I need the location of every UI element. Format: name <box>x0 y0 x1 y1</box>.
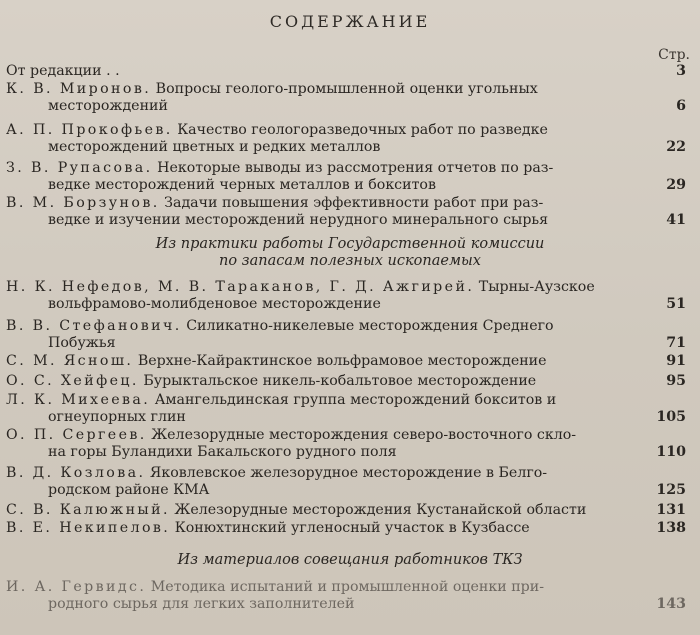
page-number: 3 <box>676 63 686 79</box>
page-number: 71 <box>666 335 686 351</box>
section-heading-line: по запасам полезных ископаемых <box>219 253 481 269</box>
entry-title: Задачи повышения эффективности работ при раз- <box>164 195 544 211</box>
page-number: 143 <box>656 596 686 612</box>
toc-entry[interactable] <box>6 195 690 229</box>
entry-title: Качество геологоразведочных работ по разведке <box>177 122 548 138</box>
entry-title-cont: ведке месторождений черных металлов и бокситов <box>48 177 436 193</box>
page-number: 41 <box>666 212 686 228</box>
page-number: 125 <box>656 482 686 498</box>
entry-author: В. М. Борзунов. <box>6 195 160 211</box>
toc-entry[interactable] <box>6 465 690 499</box>
entry-author: С. М. Яснош. <box>6 353 134 369</box>
entry-title-cont: Побужья <box>48 335 116 351</box>
entry-title: Железорудные месторождения северо-восточного скло- <box>151 427 577 443</box>
page-number: 105 <box>656 409 686 425</box>
section-heading-line: Из материалов совещания работников ТКЗ <box>177 552 523 568</box>
entry-title: Конюхтинский угленосный участок в Кузбассе <box>174 520 530 536</box>
entry-title: Бурыктальское никель-кобальтовое месторождение <box>143 373 537 389</box>
entry-title-cont: на горы Буландихи Бакальского рудного поля <box>48 444 397 460</box>
section-heading-line: Из практики работы Государственной комиссии <box>155 236 545 252</box>
page-number: 138 <box>656 520 686 536</box>
page-column-header: Стр. <box>658 47 690 63</box>
entry-author: К. В. Миронов. <box>6 81 152 97</box>
entry-author: В. В. Стефанович. <box>6 318 182 334</box>
page-number: 131 <box>656 502 686 518</box>
toc-entry[interactable] <box>6 81 690 115</box>
toc-entry[interactable] <box>6 160 690 194</box>
entry-title: Верхне-Кайрактинское вольфрамовое месторождение <box>137 353 547 369</box>
entry-author: И. А. Гервидс. <box>6 579 147 595</box>
toc-entry[interactable] <box>6 579 690 613</box>
entry-author: С. В. Калюжный. <box>6 502 170 518</box>
entry-author: Л. К. Михеева. <box>6 392 151 408</box>
toc-entry[interactable] <box>6 318 690 352</box>
page-number: 29 <box>666 177 686 193</box>
entry-title: Вопросы геолого-промышленной оценки угольных <box>155 81 538 97</box>
page-title: СОДЕРЖАНИЕ <box>269 12 431 31</box>
toc-entry[interactable] <box>6 63 690 80</box>
entry-author: В. Е. Некипелов. <box>6 520 171 536</box>
entry-title: Железорудные месторождения Кустанайской области <box>174 502 587 518</box>
toc-entry[interactable] <box>6 502 690 519</box>
entry-author: З. В. Рупасова. <box>6 160 153 176</box>
entry-title-cont: вольфрамово-молибденовое месторождение <box>48 296 381 312</box>
toc-entry[interactable] <box>6 392 690 426</box>
page-number: 51 <box>666 296 686 312</box>
section-heading <box>0 236 700 270</box>
page-number: 110 <box>656 444 686 460</box>
page-number: 95 <box>666 373 686 389</box>
entry-author: О. С. Хейфец. <box>6 373 139 389</box>
entry-title: Методика испытаний и промышленной оценки при- <box>150 579 544 595</box>
toc-entry[interactable] <box>6 353 690 370</box>
page-number: 22 <box>666 139 686 155</box>
entry-author: Н. К. Нефедов, М. В. Тараканов, Г. Д. Ажгирей. <box>6 279 475 295</box>
entry-title: Некоторые выводы из рассмотрения отчетов по раз- <box>157 160 554 176</box>
section-heading <box>0 552 700 569</box>
toc-entry[interactable] <box>6 427 690 461</box>
entry-title-cont: родском районе КМА <box>48 482 210 498</box>
entry-author: В. Д. Козлова. <box>6 465 146 481</box>
toc-entry[interactable] <box>6 279 690 313</box>
toc-entry[interactable] <box>6 373 690 390</box>
toc-entry[interactable] <box>6 520 690 537</box>
entry-author: О. П. Сергеев. <box>6 427 147 443</box>
entry-title-cont: родного сырья для легких заполнителей <box>48 596 355 612</box>
entry-title: От редакции . . <box>6 63 120 79</box>
entry-author: А. П. Прокофьев. <box>6 122 173 138</box>
page-number: 91 <box>666 353 686 369</box>
toc-entry[interactable] <box>6 122 690 156</box>
entry-title: Тырны-Аузское <box>478 279 595 295</box>
entry-title-cont: огнеупорных глин <box>48 409 186 425</box>
entry-title: Силикатно-никелевые месторождения Среднего <box>186 318 554 334</box>
entry-title-cont: месторождений <box>48 98 168 114</box>
entry-title-cont: ведке и изучении месторождений нерудного минерального сырья <box>48 212 549 228</box>
entry-title: Амангельдинская группа месторождений бокситов и <box>154 392 557 408</box>
page-number: 6 <box>676 98 686 114</box>
entry-title: Яковлевское железорудное месторождение в Белго- <box>149 465 548 481</box>
entry-title-cont: месторождений цветных и редких металлов <box>48 139 381 155</box>
